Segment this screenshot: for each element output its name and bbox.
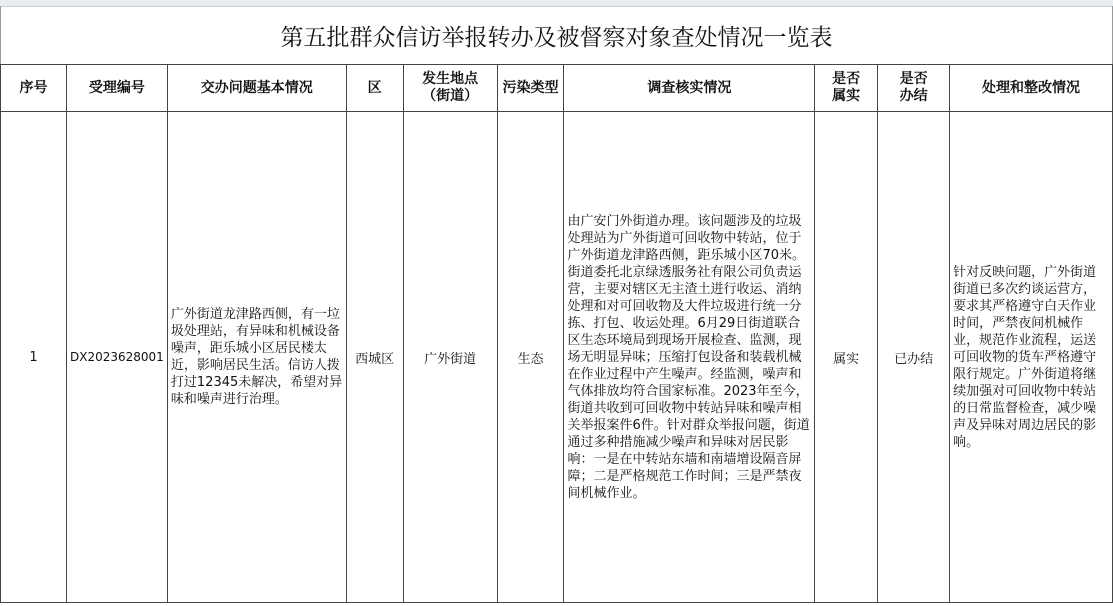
header-seq[interactable]: 序号 [1, 65, 67, 112]
cell-district[interactable]: 西城区 [346, 112, 403, 603]
header-district[interactable]: 区 [346, 65, 403, 112]
header-pollution[interactable]: 污染类型 [497, 65, 564, 112]
header-row [1, 65, 1113, 112]
table-row [1, 112, 1113, 603]
header-investigation[interactable]: 调查核实情况 [564, 65, 815, 112]
header-location[interactable]: 发生地点（街道） [403, 65, 497, 112]
cell-pollution[interactable]: 生态 [497, 112, 564, 603]
header-verified[interactable]: 是否属实 [815, 65, 878, 112]
cell-issue[interactable]: 广外街道龙津路西侧，有一垃圾处理站，有异味和机械设备噪声，距乐城小区居民楼太近，影响居民生活。信访人拨打过12345未解决，希望对异味和噪声进行治理。 [167, 112, 346, 603]
cell-receipt-no[interactable]: DX2023628001 [66, 112, 167, 603]
cell-verified[interactable]: 属实 [815, 112, 878, 603]
cell-investigation[interactable]: 由广安门外街道办理。该问题涉及的垃圾处理站为广外街道可回收物中转站，位于广外街道龙津路西侧，距乐城小区70米。街道委托北京绿透服务社有限公司负责运营，主要对辖区无主渣土进行收运、消纳处理和对可回收物及大件垃圾进行统一分拣、打包、收运处理。6月29日街道联合区生态环境局到现场开展检查、监测，现场无明显异味；压缩打包设备和装载机械在作业过程中产生噪声。经监测，噪声和气体排放均符合国家标准。2023年至今，街道共收到可回收物中转站异味和噪声相关举报案件6件。针对群众举报问题，街道通过多种措施减少噪声和异味对居民影响：一是在中转站东墙和南墙增设隔音屏障；二是严格规范工作时间；三是严禁夜间机械作业。 [564, 112, 815, 603]
header-rectification[interactable]: 处理和整改情况 [950, 65, 1113, 112]
cell-completed[interactable]: 已办结 [878, 112, 950, 603]
header-issue[interactable]: 交办问题基本情况 [167, 65, 346, 112]
cell-seq[interactable]: 1 [1, 112, 67, 603]
table-title: 第五批群众信访举报转办及被督察对象查处情况一览表 [0, 6, 1113, 64]
complaints-table [0, 64, 1113, 603]
cell-location[interactable]: 广外街道 [403, 112, 497, 603]
cell-rectification[interactable]: 针对反映问题，广外街道街道已多次约谈运营方，要求其严格遵守白天作业时间，严禁夜间机械作业，规范作业流程，运送可回收物的货车严格遵守限行规定。广外街道将继续加强对可回收物中转站的日常监督检查，减少噪声及异味对周边居民的影响。 [950, 112, 1113, 603]
header-completed[interactable]: 是否办结 [878, 65, 950, 112]
header-receipt-no[interactable]: 受理编号 [66, 65, 167, 112]
